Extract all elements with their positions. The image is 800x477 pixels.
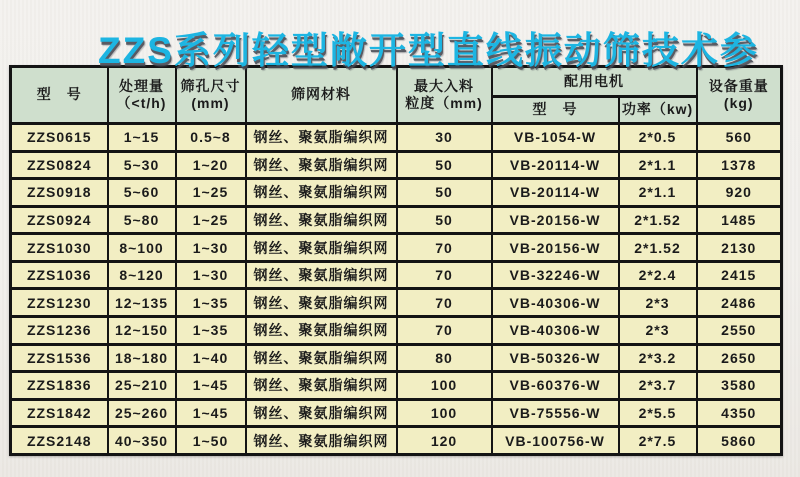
cell-capacity: 40~350 <box>108 427 176 455</box>
cell-material: 钢丝、聚氨脂编织网 <box>246 261 397 289</box>
cell-weight: 4350 <box>697 399 782 427</box>
table-row <box>11 234 782 262</box>
cell-motor-model: VB-1054-W <box>492 124 619 152</box>
cell-weight: 1378 <box>697 151 782 179</box>
cell-material: 钢丝、聚氨脂编织网 <box>246 427 397 455</box>
cell-motor-power: 2*3.2 <box>619 344 697 372</box>
cell-model: ZZS0615 <box>11 124 108 152</box>
col-header-motor-power: 功率（kw) <box>619 97 697 124</box>
cell-motor-model: VB-100756-W <box>492 427 619 455</box>
cell-hole-size: 1~35 <box>176 317 246 345</box>
col-header-hole-line2: (mm) <box>191 95 230 111</box>
col-header-motor-model: 型 号 <box>492 97 619 124</box>
cell-hole-size: 1~45 <box>176 399 246 427</box>
table-row <box>11 179 782 207</box>
col-header-motor-group: 配用电机 <box>492 67 697 97</box>
cell-hole-size: 1~25 <box>176 206 246 234</box>
cell-capacity: 25~260 <box>108 399 176 427</box>
cell-hole-size: 0.5~8 <box>176 124 246 152</box>
cell-hole-size: 1~30 <box>176 261 246 289</box>
cell-motor-power: 2*7.5 <box>619 427 697 455</box>
cell-motor-model: VB-40306-W <box>492 289 619 317</box>
col-header-capacity-line1: 处理量 <box>119 77 164 94</box>
table-row <box>11 317 782 345</box>
cell-weight: 2486 <box>697 289 782 317</box>
cell-capacity: 12~150 <box>108 317 176 345</box>
col-header-feed-line1: 最大入料 <box>414 77 474 94</box>
cell-material: 钢丝、聚氨脂编织网 <box>246 234 397 262</box>
cell-material: 钢丝、聚氨脂编织网 <box>246 344 397 372</box>
spec-table <box>9 65 783 456</box>
cell-feed-size: 50 <box>397 151 492 179</box>
col-header-hole-size <box>176 67 246 124</box>
cell-material: 钢丝、聚氨脂编织网 <box>246 151 397 179</box>
cell-motor-power: 2*1.1 <box>619 179 697 207</box>
cell-material: 钢丝、聚氨脂编织网 <box>246 289 397 317</box>
cell-capacity: 5~80 <box>108 206 176 234</box>
cell-motor-power: 2*1.52 <box>619 206 697 234</box>
col-header-weight-line1: 设备重量 <box>708 77 769 94</box>
table-row <box>11 289 782 317</box>
cell-capacity: 25~210 <box>108 372 176 400</box>
cell-feed-size: 50 <box>397 179 492 207</box>
cell-feed-size: 70 <box>397 261 492 289</box>
cell-feed-size: 30 <box>397 124 492 152</box>
cell-material: 钢丝、聚氨脂编织网 <box>246 179 397 207</box>
cell-weight: 560 <box>697 124 782 152</box>
table-row <box>11 399 782 427</box>
table-row <box>11 206 782 234</box>
cell-motor-power: 2*3 <box>619 317 697 345</box>
cell-feed-size: 120 <box>397 427 492 455</box>
col-header-capacity <box>108 67 176 124</box>
col-header-capacity-line2: （<t/h) <box>116 95 167 111</box>
cell-feed-size: 100 <box>397 372 492 400</box>
cell-weight: 2550 <box>697 317 782 345</box>
cell-motor-power: 2*3 <box>619 289 697 317</box>
cell-motor-model: VB-32246-W <box>492 261 619 289</box>
cell-model: ZZS1842 <box>11 399 108 427</box>
cell-weight: 2415 <box>697 261 782 289</box>
cell-motor-power: 2*2.4 <box>619 261 697 289</box>
table-body <box>11 124 782 455</box>
col-header-model: 型 号 <box>11 67 108 124</box>
cell-model: ZZS1030 <box>11 234 108 262</box>
cell-feed-size: 50 <box>397 206 492 234</box>
cell-motor-model: VB-60376-W <box>492 372 619 400</box>
cell-material: 钢丝、聚氨脂编织网 <box>246 124 397 152</box>
cell-capacity: 5~30 <box>108 151 176 179</box>
cell-material: 钢丝、聚氨脂编织网 <box>246 399 397 427</box>
cell-model: ZZS1536 <box>11 344 108 372</box>
spec-table-container <box>9 65 780 456</box>
col-header-hole-line1: 筛孔尺寸 <box>180 77 241 94</box>
cell-capacity: 8~120 <box>108 261 176 289</box>
table-row <box>11 427 782 455</box>
cell-weight: 1485 <box>697 206 782 234</box>
cell-weight: 5860 <box>697 427 782 455</box>
cell-motor-power: 2*0.5 <box>619 124 697 152</box>
cell-motor-model: VB-20156-W <box>492 206 619 234</box>
cell-hole-size: 1~45 <box>176 372 246 400</box>
col-header-feed-size <box>397 67 492 124</box>
cell-hole-size: 1~20 <box>176 151 246 179</box>
cell-model: ZZS1230 <box>11 289 108 317</box>
table-row <box>11 151 782 179</box>
table-row <box>11 344 782 372</box>
cell-weight: 920 <box>697 179 782 207</box>
cell-model: ZZS0824 <box>11 151 108 179</box>
cell-feed-size: 100 <box>397 399 492 427</box>
page-title: ZZS系列轻型敞开型直线振动筛技术参 <box>98 30 759 71</box>
table-row <box>11 261 782 289</box>
cell-weight: 2130 <box>697 234 782 262</box>
cell-feed-size: 70 <box>397 234 492 262</box>
cell-hole-size: 1~30 <box>176 234 246 262</box>
cell-capacity: 1~15 <box>108 124 176 152</box>
cell-motor-power: 2*1.1 <box>619 151 697 179</box>
table-row <box>11 372 782 400</box>
cell-capacity: 5~60 <box>108 179 176 207</box>
cell-material: 钢丝、聚氨脂编织网 <box>246 206 397 234</box>
cell-model: ZZS2148 <box>11 427 108 455</box>
cell-hole-size: 1~25 <box>176 179 246 207</box>
cell-capacity: 8~100 <box>108 234 176 262</box>
cell-motor-model: VB-75556-W <box>492 399 619 427</box>
cell-capacity: 12~135 <box>108 289 176 317</box>
col-header-weight-line2: (kg) <box>723 95 754 111</box>
cell-motor-model: VB-20114-W <box>492 151 619 179</box>
cell-motor-model: VB-40306-W <box>492 317 619 345</box>
cell-motor-power: 2*5.5 <box>619 399 697 427</box>
col-header-feed-line2: 粒度（mm) <box>405 95 483 111</box>
cell-motor-model: VB-20114-W <box>492 179 619 207</box>
cell-model: ZZS1036 <box>11 261 108 289</box>
table-row <box>11 124 782 152</box>
cell-hole-size: 1~50 <box>176 427 246 455</box>
cell-material: 钢丝、聚氨脂编织网 <box>246 372 397 400</box>
cell-motor-power: 2*3.7 <box>619 372 697 400</box>
table-header <box>11 67 782 124</box>
cell-material: 钢丝、聚氨脂编织网 <box>246 317 397 345</box>
cell-model: ZZS0924 <box>11 206 108 234</box>
cell-feed-size: 80 <box>397 344 492 372</box>
cell-feed-size: 70 <box>397 289 492 317</box>
cell-hole-size: 1~35 <box>176 289 246 317</box>
cell-feed-size: 70 <box>397 317 492 345</box>
cell-motor-power: 2*1.52 <box>619 234 697 262</box>
cell-weight: 2650 <box>697 344 782 372</box>
cell-model: ZZS1236 <box>11 317 108 345</box>
cell-motor-model: VB-50326-W <box>492 344 619 372</box>
col-header-material: 筛网材料 <box>246 67 397 124</box>
cell-model: ZZS0918 <box>11 179 108 207</box>
cell-model: ZZS1836 <box>11 372 108 400</box>
cell-weight: 3580 <box>697 372 782 400</box>
cell-hole-size: 1~40 <box>176 344 246 372</box>
col-header-weight <box>697 67 782 124</box>
cell-capacity: 18~180 <box>108 344 176 372</box>
cell-motor-model: VB-20156-W <box>492 234 619 262</box>
